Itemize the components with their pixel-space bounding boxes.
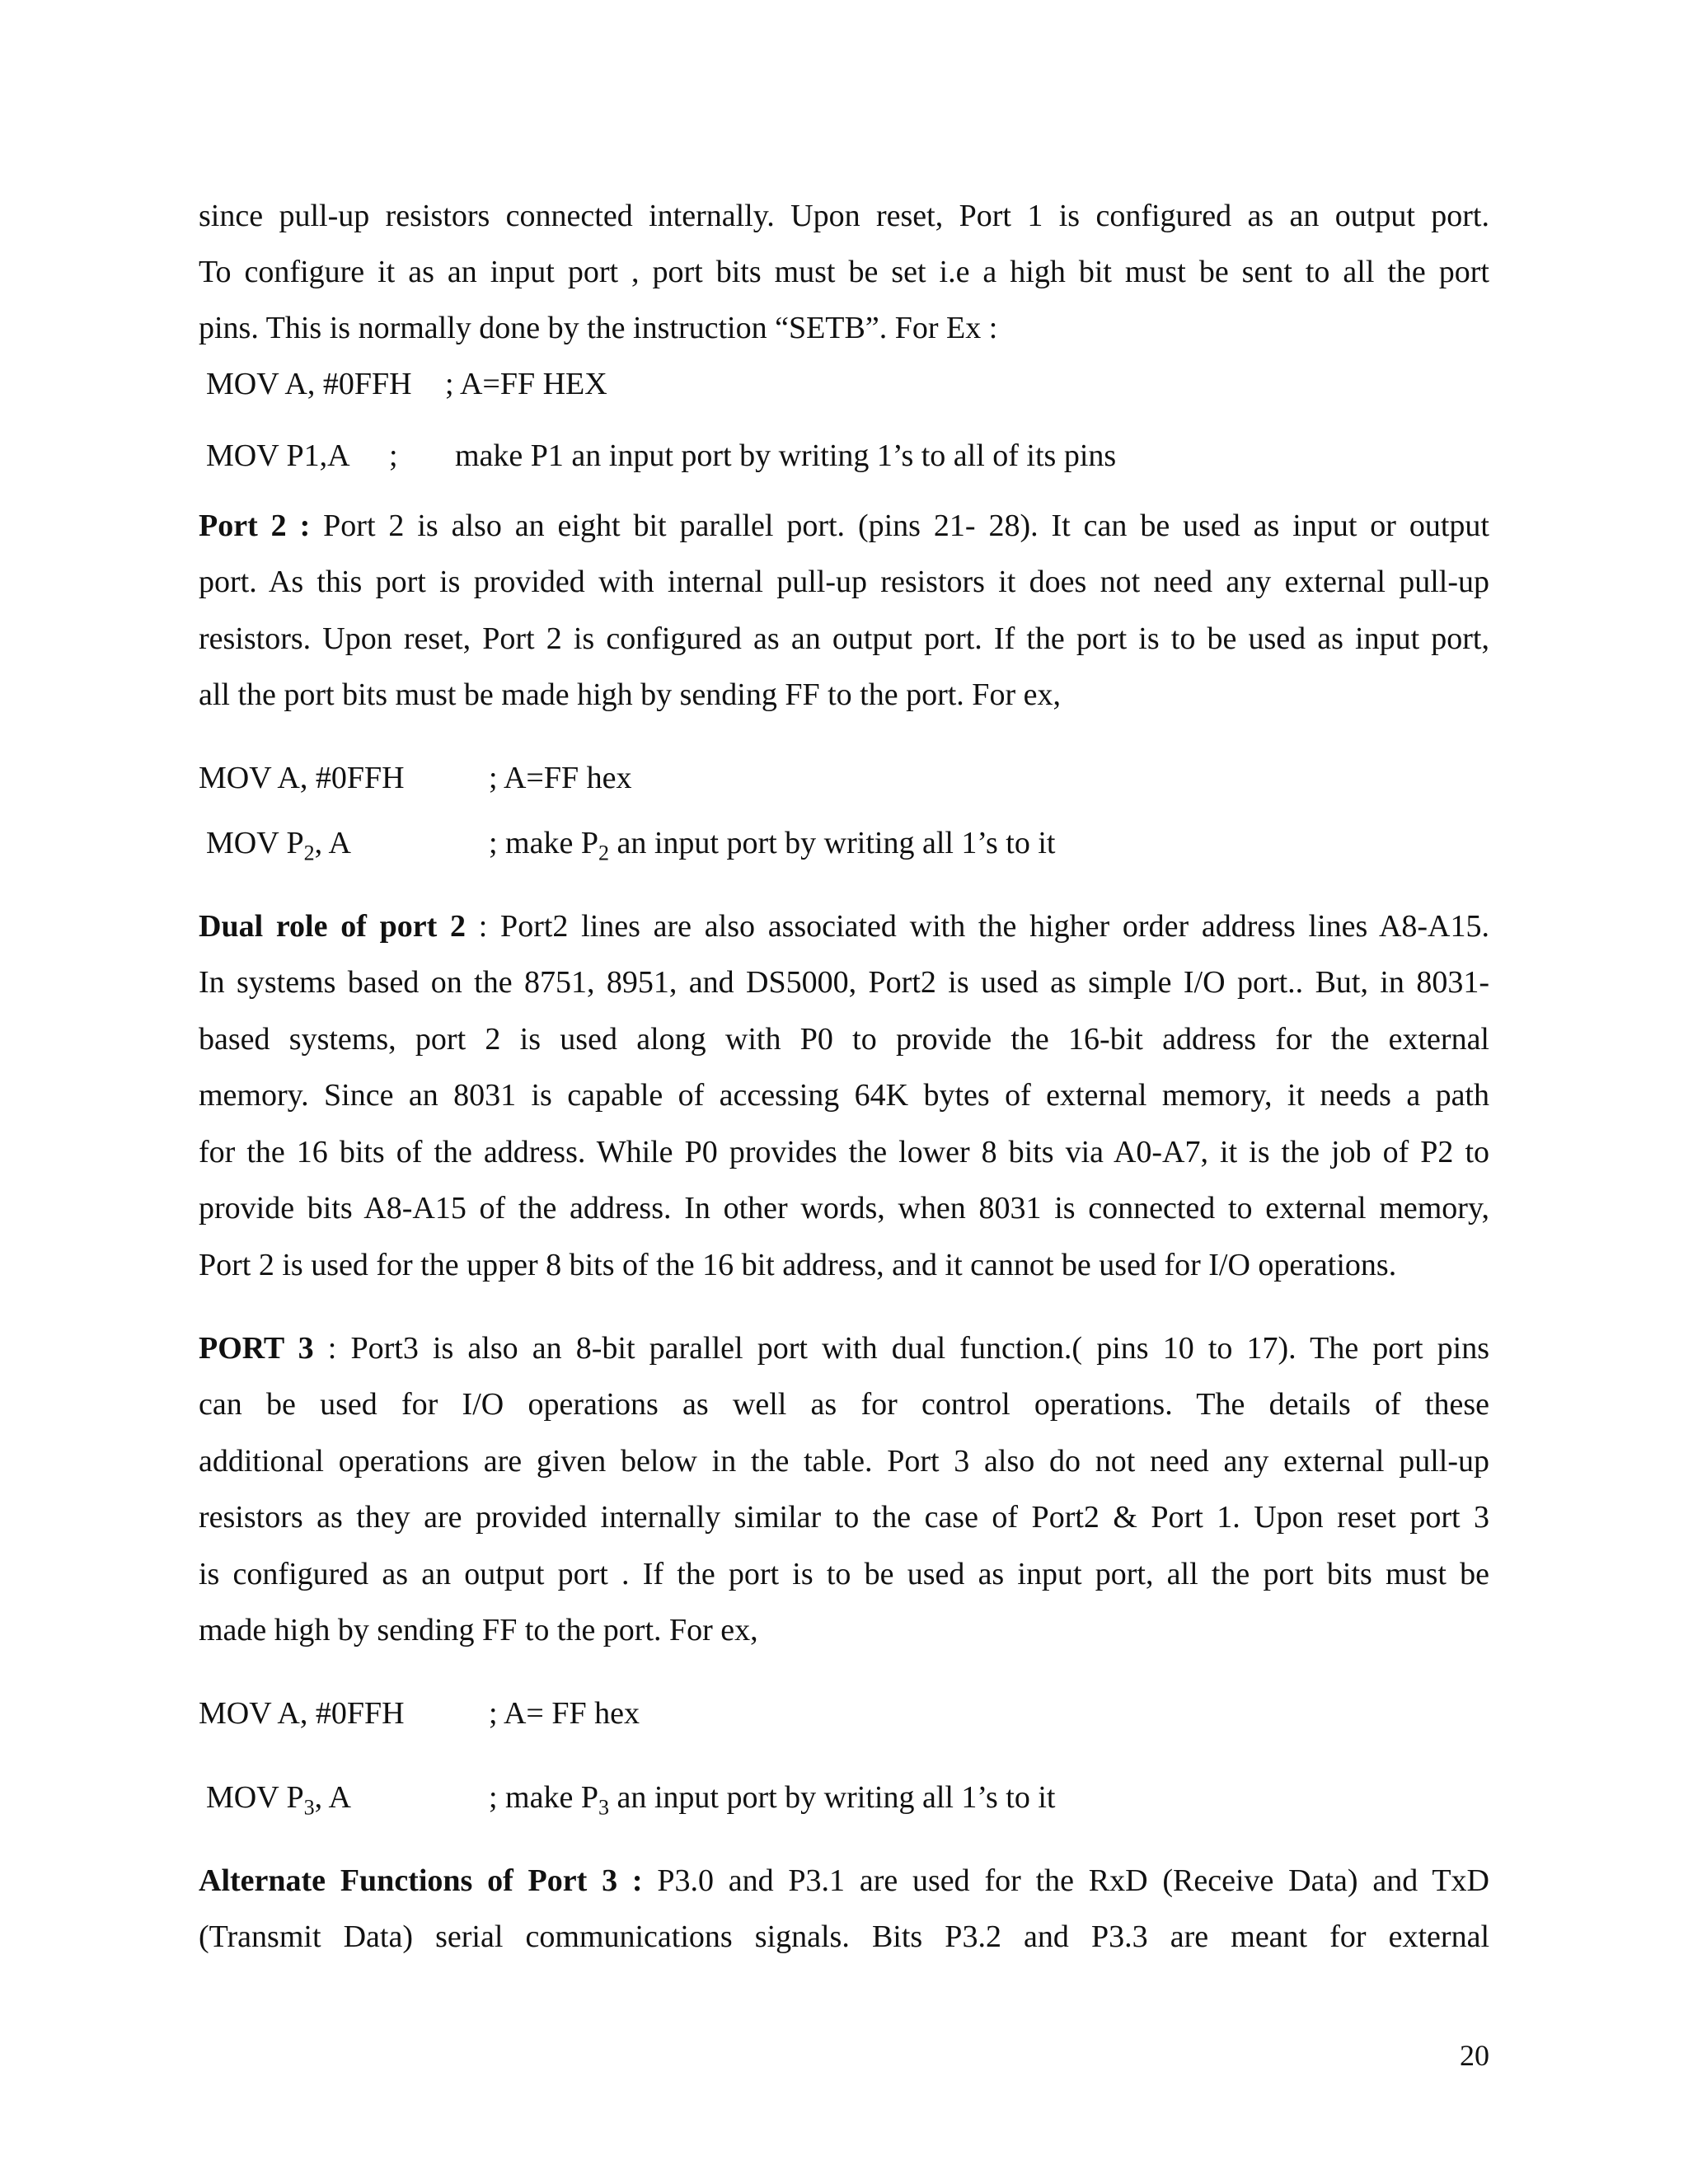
paragraph-line: memory. Since an 8031 is capable of accessing 64K bytes of external memory, it needs a path — [199, 1078, 1489, 1113]
code-instruction: MOV A, #0FFH — [206, 367, 412, 401]
paragraph-line: resistors as they are provided internally similar to the case of Port2 & Port 1. Upon reset port 3 — [199, 1500, 1489, 1535]
code-comment: ; make $P_3$ an input port by writing all 1’s to it — [489, 1780, 1056, 1820]
paragraph-line: for the 16 bits of the address. While P0 provides the lower 8 bits via A0-A7, it is the job of P2 to — [199, 1135, 1489, 1169]
paragraph-line: all the port bits must be made high by sending FF to the port. For ex, — [199, 677, 1061, 712]
section-heading: PORT 3 — [199, 1331, 314, 1366]
paragraph-line: based systems, port 2 is used along with P0 to provide the 16-bit address for the external — [199, 1022, 1489, 1057]
paragraph-line — [199, 506, 1489, 546]
section-heading: Dual role of port 2 — [199, 909, 467, 944]
paragraph-line: can be used for I/O operations as well as for control operations. The details of these — [199, 1387, 1489, 1422]
code-comment: make P1 an input port by writing 1’s to all of its pins — [455, 438, 1117, 473]
paragraph-line: is configured as an output port . If the port is to be used as input port, all the port bits must be — [199, 1557, 1489, 1591]
paragraph-text: P3.0 and P3.1 are used for the RxD (Receive Data) and TxD — [642, 1863, 1489, 1898]
paragraph-line: In systems based on the 8751, 8951, and DS5000, Port2 is used as simple I/O port.. But, in 8031- — [199, 965, 1489, 1000]
paragraph-line — [199, 1329, 1489, 1368]
paragraph-line: (Transmit Data) serial communications signals. Bits P3.2 and P3.3 are meant for external — [199, 1919, 1489, 1954]
paragraph-line — [199, 1861, 1489, 1900]
paragraph-line: port. As this port is provided with internal pull-up resistors it does not need any external pull-up — [199, 565, 1489, 599]
paragraph-text: : Port2 lines are also associated with the higher order address lines A8-A15. — [466, 909, 1489, 944]
paragraph-line: resistors. Upon reset, Port 2 is configured as an output port. If the port is to be used as input port, — [199, 621, 1489, 656]
paragraph-text: Port 2 is also an eight bit parallel port. (pins 21- 28). It can be used as input or output — [310, 509, 1489, 543]
paragraph-line — [199, 907, 1489, 946]
code-instruction: MOV A, #0FFH — [199, 761, 405, 795]
code-instruction: MOV $P_2$, A — [206, 826, 351, 865]
page-number: 20 — [1460, 2039, 1489, 2072]
code-comment: ; A=FF hex — [489, 761, 632, 795]
code-comment: ; A=FF HEX — [445, 367, 607, 401]
code-comment: ; A= FF hex — [489, 1696, 640, 1731]
paragraph-line: additional operations are given below in the table. Port 3 also do not need any external pull-up — [199, 1444, 1489, 1479]
paragraph-line: made high by sending FF to the port. For ex, — [199, 1613, 758, 1647]
paragraph-line: Port 2 is used for the upper 8 bits of the 16 bit address, and it cannot be used for I/O operations. — [199, 1248, 1397, 1282]
paragraph-line: To configure it as an input port , port bits must be set i.e a high bit must be sent to all the port — [199, 255, 1489, 289]
paragraph-text: : Port3 is also an 8-bit parallel port with dual function.( pins 10 to 17). The port pins — [313, 1331, 1489, 1366]
code-instruction: MOV $P_3$, A — [206, 1780, 351, 1820]
paragraph-line: since pull-up resistors connected internally. Upon reset, Port 1 is configured as an output port. — [199, 199, 1489, 233]
code-comment: ; make $P_2$ an input port by writing all 1’s to it — [489, 826, 1056, 865]
paragraph-line: pins. This is normally done by the instruction “SETB”. For Ex : — [199, 311, 998, 345]
code-instruction: MOV A, #0FFH — [199, 1696, 405, 1731]
paragraph-line: provide bits A8-A15 of the address. In other words, when 8031 is connected to external memory, — [199, 1191, 1489, 1226]
section-heading: Alternate Functions of Port 3 : — [199, 1863, 643, 1898]
code-comment: ; — [389, 438, 398, 473]
section-heading: Port 2 : — [199, 509, 311, 543]
code-instruction: MOV P1,A — [206, 438, 350, 473]
